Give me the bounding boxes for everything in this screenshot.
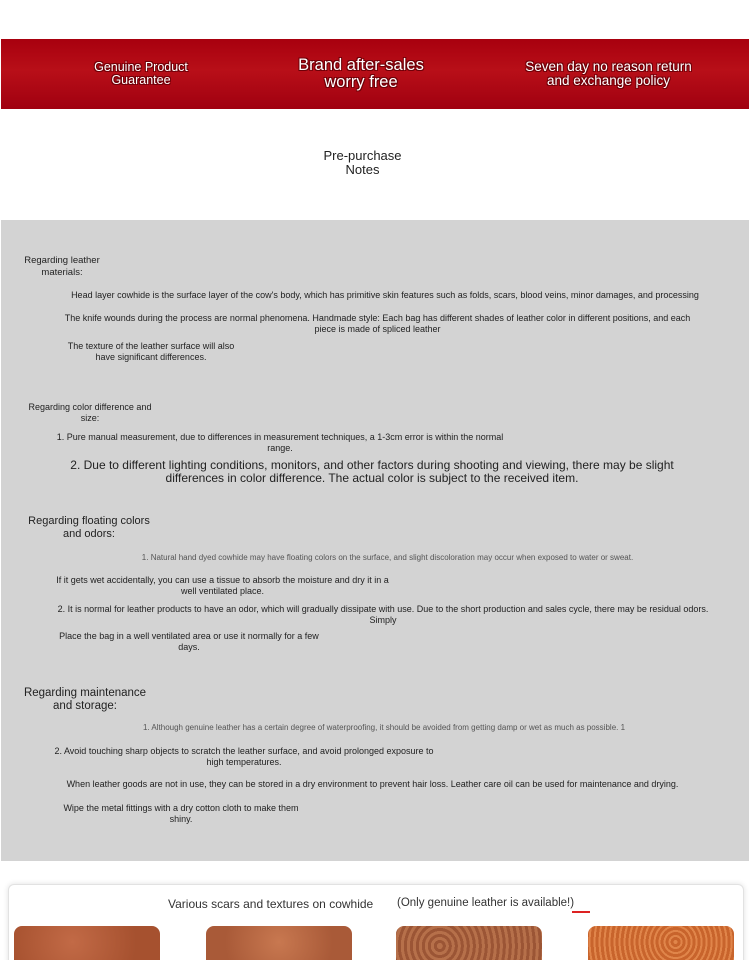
leather-texture-image-3 bbox=[396, 926, 542, 960]
floating-heading: Regarding floating colors and odors: bbox=[28, 515, 150, 540]
floating-paragraph-1: 1. Natural hand dyed cowhide may have floating colors on the surface, and slight discoloration may occur when exposed to water or sweat. bbox=[141, 553, 634, 562]
color-paragraph-2: 2. Due to different lighting conditions, monitors, and other factors during shooting and viewing, there may be slight differences in color difference. The actual color is subject to the received item. bbox=[70, 458, 674, 485]
leather-texture-image-2 bbox=[206, 926, 352, 960]
pre-purchase-notes-title: Pre-purchase Notes bbox=[323, 147, 402, 177]
genuine-product-guarantee: Genuine Product Guarantee bbox=[94, 59, 188, 87]
floating-paragraph-4: Place the bag in a well ventilated area or use it normally for a few days. bbox=[59, 631, 319, 653]
floating-paragraph-2: If it gets wet accidentally, you can use a tissue to absorb the moisture and dry it in a well ventilated place. bbox=[56, 575, 389, 597]
maintenance-paragraph-2: 2. Avoid touching sharp objects to scratch the leather surface, and avoid prolonged exposure to high temperatures. bbox=[54, 746, 434, 768]
maintenance-paragraph-1: 1. Although genuine leather has a certain degree of waterproofing, it should be avoided from getting damp or wet as much as possible. 1 bbox=[142, 723, 626, 732]
brand-after-sales: Brand after-sales worry free bbox=[298, 55, 424, 91]
scars-textures-title: Various scars and textures on cowhide bbox=[168, 897, 374, 911]
color-paragraph-1: 1. Pure manual measurement, due to differences in measurement techniques, a 1-3cm error is within the normal range. bbox=[56, 432, 504, 454]
red-underline-mark bbox=[572, 911, 590, 913]
leather-texture-image-4 bbox=[588, 926, 734, 960]
floating-paragraph-3: 2. It is normal for leather products to have an odor, which will gradually dissipate with use. Due to the short production and sales cycle, there may be residual odors. Simply bbox=[57, 604, 709, 626]
leather-texture-image-1 bbox=[14, 926, 160, 960]
maintenance-paragraph-3: When leather goods are not in use, they can be stored in a dry environment to prevent hair loss. Leather care oil can be used for maintenance and drying. bbox=[66, 779, 679, 789]
leather-paragraph-1: Head layer cowhide is the surface layer of the cow's body, which has primitive skin features such as folds, scars, blood veins, minor damages, and processing bbox=[71, 290, 699, 300]
guarantee-banner bbox=[1, 39, 749, 109]
maintenance-heading: Regarding maintenance and storage: bbox=[23, 687, 147, 713]
leather-heading: Regarding leather materials: bbox=[24, 255, 100, 278]
maintenance-paragraph-4: Wipe the metal fittings with a dry cotton cloth to make them shiny. bbox=[63, 803, 299, 825]
return-exchange-policy: Seven day no reason return and exchange policy bbox=[525, 58, 692, 88]
leather-paragraph-3: The texture of the leather surface will also have significant differences. bbox=[67, 341, 235, 363]
genuine-leather-note: (Only genuine leather is available!) bbox=[397, 897, 575, 909]
color-heading: Regarding color difference and size: bbox=[28, 402, 152, 424]
leather-paragraph-2: The knife wounds during the process are normal phenomena. Handmade style: Each bag has different shades of leather color in different positions, and each piece is made of spliced leather bbox=[64, 313, 691, 335]
